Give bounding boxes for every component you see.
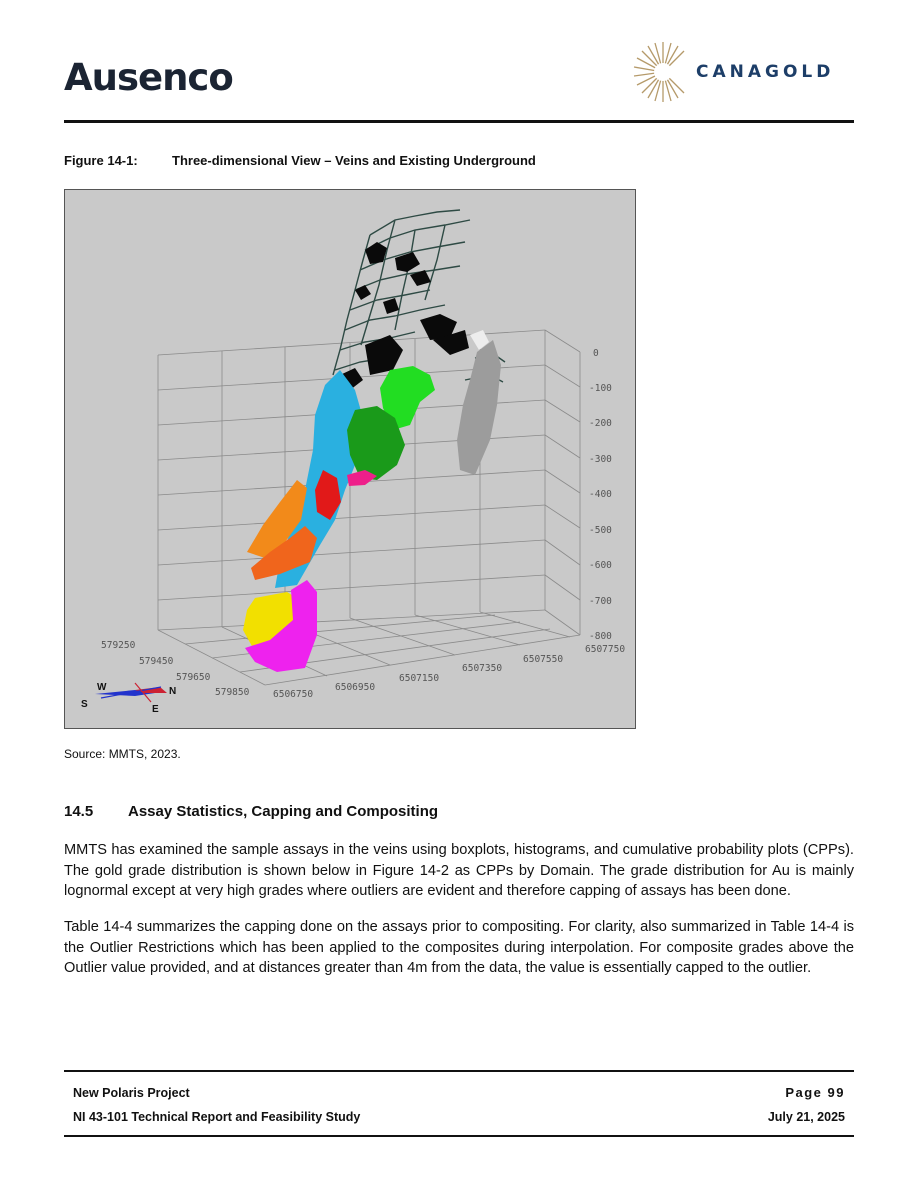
section-title: Assay Statistics, Capping and Compositing [128, 803, 439, 820]
compass-n: N [169, 686, 177, 697]
depth-tick: -800 [589, 631, 612, 642]
ausenco-logo: Ausenco [64, 56, 233, 99]
easting-tick: 579850 [215, 687, 250, 698]
northing-tick: 6507750 [585, 644, 626, 655]
figure-title: Three-dimensional View – Veins and Existing Underground [172, 153, 536, 168]
easting-tick: 579450 [139, 656, 174, 667]
depth-tick: -600 [589, 560, 612, 571]
section-number: 14.5 [64, 803, 94, 820]
northing-tick: 6506950 [335, 682, 376, 693]
north-arrow-icon [81, 682, 176, 715]
footer-rule-bottom [64, 1135, 854, 1137]
northing-tick: 6507550 [523, 654, 564, 665]
depth-tick: -200 [589, 418, 612, 429]
depth-tick: 0 [593, 348, 599, 359]
footer-date: July 21, 2025 [767, 1110, 845, 1124]
footer-page: Page 99 [785, 1085, 845, 1100]
footer-rule-top [64, 1070, 854, 1072]
sunburst-icon [633, 40, 693, 104]
easting-tick: 579250 [101, 640, 136, 651]
figure-number: Figure 14-1: [64, 153, 138, 168]
depth-tick: -700 [589, 596, 612, 607]
compass-w: W [97, 682, 107, 693]
vein-3d-figure [64, 189, 636, 729]
paragraph: Table 14-4 summarizes the capping done on the assays prior to compositing. For clarity, also summarized in Table 14-4 is the Outlier Restrictions which has been applied to the composites during interpolation. For composite grades above the Outlier value provided, and at distances greater than 4m from the data, the value is essentially capped to the outlier. [64, 919, 854, 976]
depth-tick: -300 [589, 454, 612, 465]
compass-s: S [81, 699, 88, 710]
vein-grey [457, 340, 501, 475]
northing-tick: 6506750 [273, 689, 314, 700]
northing-tick: 6507350 [462, 663, 503, 674]
paragraph: MMTS has examined the sample assays in the veins using boxplots, histograms, and cumulative probability plots (CPPs). The gold grade distribution is shown below in Figure 14-2 as CPPs by Domain. The grade distribution for Au is mainly lognormal except at very high grades where outliers are evident and therefore capping of assays has been done. [64, 842, 854, 899]
depth-axis [589, 348, 612, 642]
depth-tick: -500 [589, 525, 612, 536]
easting-tick: 579650 [176, 672, 211, 683]
figure-source: Source: MMTS, 2023. [64, 747, 181, 761]
depth-tick: -100 [589, 383, 612, 394]
footer-report: NI 43-101 Technical Report and Feasibility Study [73, 1110, 361, 1124]
northing-axis [273, 644, 625, 700]
canagold-logo [633, 40, 853, 104]
footer-project: New Polaris Project [73, 1086, 190, 1100]
canagold-wordmark: CANAGOLD [696, 62, 835, 82]
depth-tick: -400 [589, 489, 612, 500]
vein-3d-render [65, 190, 637, 730]
compass-e: E [152, 704, 159, 715]
header-rule [64, 120, 854, 123]
northing-tick: 6507150 [399, 673, 440, 684]
